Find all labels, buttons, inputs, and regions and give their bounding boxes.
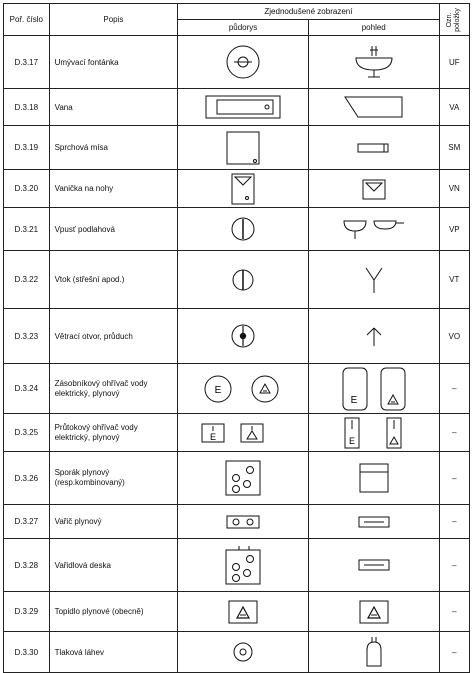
view-symbol bbox=[308, 36, 439, 89]
arrow-up-icon bbox=[364, 325, 384, 347]
plan-symbol bbox=[178, 364, 309, 414]
shower-tray-plan-icon bbox=[226, 131, 260, 165]
row-description: Vana bbox=[49, 89, 178, 126]
header-simplified: Zjednodušené zobrazení bbox=[178, 4, 439, 20]
plan-symbol bbox=[178, 632, 309, 673]
row-abbr: – bbox=[439, 539, 469, 592]
view-symbol bbox=[308, 309, 439, 364]
washbasin-fountain-plan-icon bbox=[223, 42, 263, 82]
row-number: D.3.23 bbox=[4, 309, 50, 364]
row-abbr: VT bbox=[439, 251, 469, 309]
row-abbr: – bbox=[439, 364, 469, 414]
row-description bbox=[49, 414, 178, 452]
row-number: D.3.27 bbox=[4, 505, 50, 539]
header-abbr-line2: položky bbox=[454, 7, 462, 32]
view-symbol bbox=[308, 364, 439, 414]
washbasin-fountain-view-icon bbox=[352, 44, 396, 80]
table-row bbox=[4, 36, 470, 89]
header-number: Poř. číslo bbox=[4, 4, 50, 36]
gas-heater-view-icon bbox=[359, 600, 389, 624]
view-symbol bbox=[308, 126, 439, 170]
floor-drain-view-icon bbox=[342, 217, 406, 241]
view-symbol bbox=[308, 208, 439, 251]
table-row bbox=[4, 505, 470, 539]
flow-water-heater-plan-icon bbox=[201, 422, 285, 444]
row-abbr: VP bbox=[439, 208, 469, 251]
gas-stove-view-icon bbox=[359, 463, 389, 493]
gas-cylinder-plan-icon bbox=[232, 641, 254, 663]
bathtub-plan-icon bbox=[205, 95, 281, 119]
view-symbol bbox=[308, 505, 439, 539]
plan-symbol bbox=[178, 309, 309, 364]
gas-stove-plan-icon bbox=[225, 460, 261, 496]
gas-heater-plan-icon bbox=[228, 600, 258, 624]
row-number: D.3.28 bbox=[4, 539, 50, 592]
row-number: D.3.29 bbox=[4, 592, 50, 632]
table-row bbox=[4, 251, 470, 309]
header-abbreviation bbox=[439, 4, 469, 36]
view-symbol bbox=[308, 539, 439, 592]
plan-symbol bbox=[178, 251, 309, 309]
plan-symbol bbox=[178, 414, 309, 452]
flow-water-heater-view-icon bbox=[341, 417, 407, 449]
row-abbr: VN bbox=[439, 170, 469, 208]
row-number: D.3.26 bbox=[4, 452, 50, 505]
electric-letter: E bbox=[348, 435, 355, 446]
header-plan: půdorys bbox=[178, 20, 309, 36]
row-description: Vařič plynový bbox=[49, 505, 178, 539]
row-number: D.3.21 bbox=[4, 208, 50, 251]
plan-symbol bbox=[178, 452, 309, 505]
view-symbol bbox=[308, 632, 439, 673]
row-description: Umývací fontánka bbox=[49, 36, 178, 89]
table-row bbox=[4, 309, 470, 364]
plan-symbol bbox=[178, 89, 309, 126]
roof-inlet-view-icon bbox=[364, 266, 384, 294]
gas-cylinder-view-icon bbox=[365, 636, 383, 668]
bathtub-view-icon bbox=[344, 96, 404, 118]
row-abbr: – bbox=[439, 452, 469, 505]
hob-plan-icon bbox=[225, 545, 261, 585]
table-row bbox=[4, 414, 470, 452]
view-symbol bbox=[308, 89, 439, 126]
header-description: Popis bbox=[49, 4, 178, 36]
row-description-line1: Průtokový ohřívač vody bbox=[54, 422, 138, 432]
row-abbr: SM bbox=[439, 126, 469, 170]
row-abbr: VA bbox=[439, 89, 469, 126]
row-number: D.3.20 bbox=[4, 170, 50, 208]
row-description bbox=[49, 452, 178, 505]
row-description-line1: Sporák plynový bbox=[54, 468, 110, 477]
floor-drain-plan-icon bbox=[230, 216, 256, 242]
gas-cooker-plan-icon bbox=[226, 515, 260, 529]
plan-symbol bbox=[178, 592, 309, 632]
table-row bbox=[4, 452, 470, 505]
row-abbr: UF bbox=[439, 36, 469, 89]
row-description-line2: elektrický, plynový bbox=[54, 388, 120, 398]
row-description bbox=[49, 364, 178, 414]
row-description: Sprchová mísa bbox=[49, 126, 178, 170]
table-row bbox=[4, 208, 470, 251]
row-number: D.3.17 bbox=[4, 36, 50, 89]
row-description-line2: elektrický, plynový bbox=[54, 432, 120, 442]
foot-bath-view-icon bbox=[361, 177, 387, 201]
plan-symbol bbox=[178, 126, 309, 170]
row-number: D.3.25 bbox=[4, 414, 50, 452]
header-view: pohled bbox=[308, 20, 439, 36]
table-row bbox=[4, 170, 470, 208]
row-abbr: – bbox=[439, 592, 469, 632]
row-description: Vpusť podlahová bbox=[49, 208, 178, 251]
gas-cooker-view-icon bbox=[358, 516, 390, 528]
table-row bbox=[4, 126, 470, 170]
view-symbol bbox=[308, 251, 439, 309]
row-abbr: VO bbox=[439, 309, 469, 364]
foot-bath-plan-icon bbox=[231, 173, 255, 205]
view-symbol bbox=[308, 452, 439, 505]
row-abbr: – bbox=[439, 505, 469, 539]
row-number: D.3.19 bbox=[4, 126, 50, 170]
row-description-line1: Zásobníkový ohřívač vody bbox=[54, 378, 148, 388]
plan-symbol bbox=[178, 170, 309, 208]
table-row bbox=[4, 364, 470, 414]
row-number: D.3.22 bbox=[4, 251, 50, 309]
plan-symbol bbox=[178, 208, 309, 251]
table-row bbox=[4, 632, 470, 673]
storage-water-heater-plan-icon bbox=[203, 374, 283, 404]
symbols-table bbox=[3, 3, 470, 673]
row-abbr: – bbox=[439, 632, 469, 673]
row-description: Vanička na nohy bbox=[49, 170, 178, 208]
view-symbol bbox=[308, 592, 439, 632]
table-row bbox=[4, 592, 470, 632]
electric-letter: E bbox=[210, 431, 217, 442]
roof-inlet-plan-icon bbox=[231, 268, 255, 292]
table-row bbox=[4, 539, 470, 592]
plan-symbol bbox=[178, 36, 309, 89]
row-description: Vařidlová deska bbox=[49, 539, 178, 592]
row-description-line2: (resp.kombinovaný) bbox=[54, 478, 125, 487]
view-symbol bbox=[308, 170, 439, 208]
row-number: D.3.18 bbox=[4, 89, 50, 126]
plan-symbol bbox=[178, 539, 309, 592]
view-symbol bbox=[308, 414, 439, 452]
storage-water-heater-view-icon bbox=[339, 366, 409, 412]
electric-letter: E bbox=[350, 394, 358, 406]
header-abbr-line1: Ozn. bbox=[446, 12, 454, 27]
table-row bbox=[4, 89, 470, 126]
row-abbr: – bbox=[439, 414, 469, 452]
vent-opening-plan-icon bbox=[230, 323, 256, 349]
row-description: Tlaková láhev bbox=[49, 632, 178, 673]
row-description: Vtok (střešní apod.) bbox=[49, 251, 178, 309]
shower-tray-view-icon bbox=[357, 142, 391, 154]
electric-letter: E bbox=[214, 384, 222, 396]
row-description: Větrací otvor, průduch bbox=[49, 309, 178, 364]
row-number: D.3.24 bbox=[4, 364, 50, 414]
row-number: D.3.30 bbox=[4, 632, 50, 673]
row-description: Topidlo plynové (obecně) bbox=[49, 592, 178, 632]
hob-view-icon bbox=[358, 559, 390, 571]
plan-symbol bbox=[178, 505, 309, 539]
